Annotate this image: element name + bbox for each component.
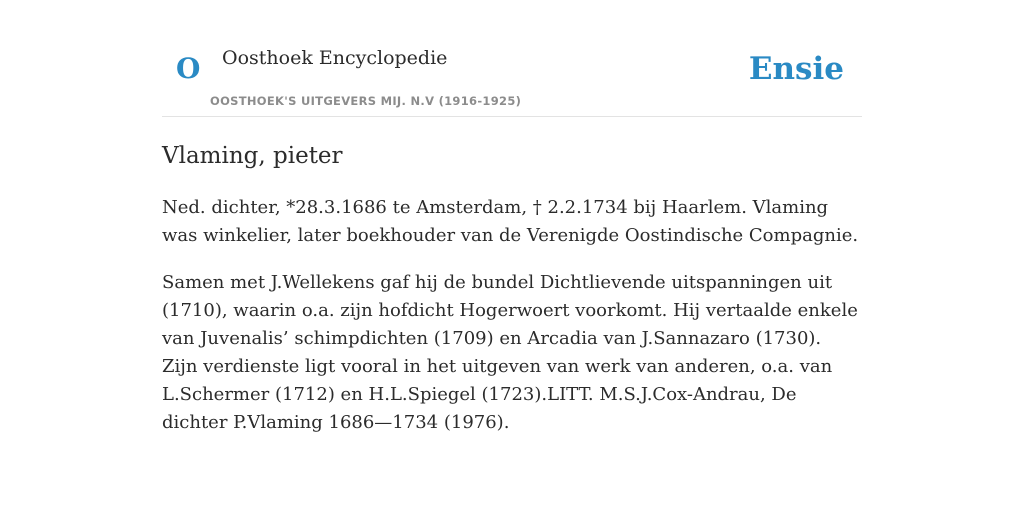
entry-title: Vlaming, pieter [162,143,343,169]
encyclopedia-title[interactable]: Oosthoek Encyclopedie [222,47,448,69]
publisher-subtitle: OOSTHOEK'S UITGEVERS MIJ. N.V (1916-1925) [210,94,522,108]
encyclopedia-logo-icon[interactable]: O [176,52,201,85]
entry-body [162,194,862,437]
page-container [162,0,862,437]
entry-paragraph: Ned. dichter, *28.3.1686 te Amsterdam, † 2.2.1734 bij Haarlem. Vlaming was winkelier, later boekhouder van de Verenigde Oostindische Compagnie. [162,197,859,246]
ensie-brand-link[interactable]: Ensie [748,51,844,87]
page-header [162,0,862,117]
entry-paragraph: Samen met J.Wellekens gaf hij de bundel Dichtlievende uitspanningen uit (1710), waarin o.a. zijn hofdicht Hogerwoert voorkomt. Hij vertaalde enkele van Juvenalis’ schimpdichten (1709) en Arcadia van J.Sannazaro (1730). Zijn verdienste ligt vooral in het uitgeven van werk van anderen, o.a. van L.Schermer (1712) en H.L.Spiegel (1723).LITT. M.S.J.Cox-Andrau, De dichter P.Vlaming 1686—1734 (1976). [162,272,858,433]
